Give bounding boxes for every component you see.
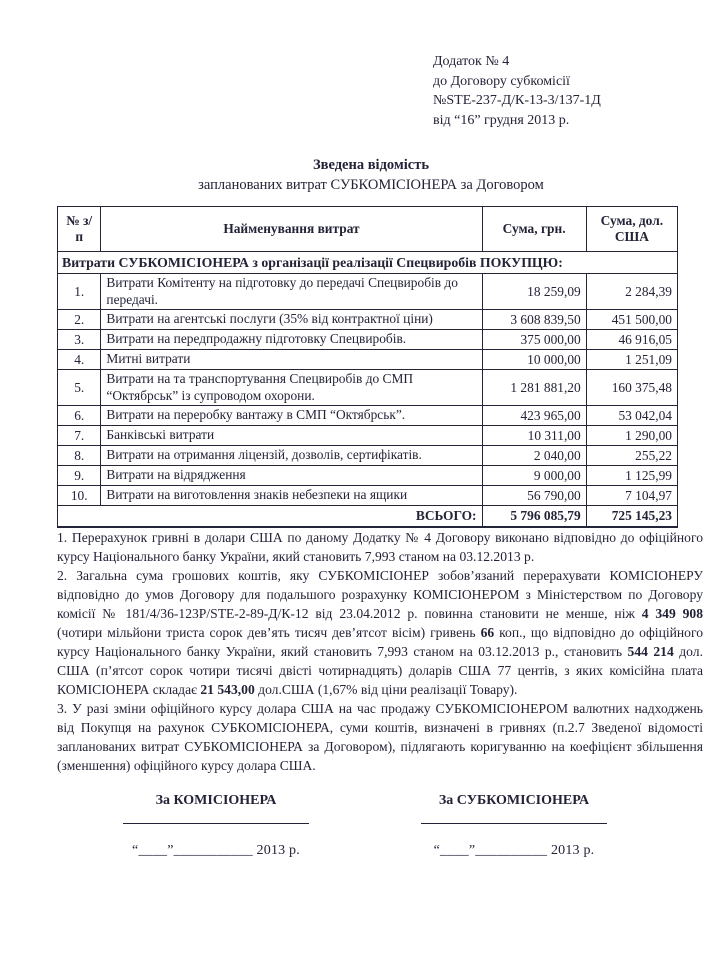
amount-usd: 46 916,05: [586, 330, 677, 350]
note-paragraph: [57, 528, 703, 566]
table-row: [58, 274, 678, 310]
expense-name: Витрати на переробку вантажу в СМП “Октябрськ”.: [101, 406, 482, 426]
amount-usd: 1 290,00: [586, 426, 677, 446]
note-text-run: 3. У разі зміни офіційного курсу долара США на час продажу СУБКОМІСІОНЕРОМ валютних надходжень від Покупця на рахунок СУБКОМІСІОНЕРА, суми коштів, визначені в гривнях (п.2.7 Зведеної відомості запланованих витрат СУБКОМІСІОНЕРА за Договором), підлягають коригуванню на коефіцієнт збільшення (зменшення) офіційного курсу долара США.: [57, 701, 703, 773]
expense-name: Витрати на відрядження: [101, 466, 482, 486]
note-text-run: 1. Перерахунок гривні в долари США по даному Додатку № 4 Договору виконано відповідно до офіційного курсу Національного банку України, який становить 7,993 станом на 03.12.2013 р.: [57, 530, 703, 564]
row-number: 3.: [58, 330, 101, 350]
amount-uah: 1 281 881,20: [482, 370, 586, 406]
row-number: 6.: [58, 406, 101, 426]
appendix-header-line: від “16” грудня 2013 р.: [433, 112, 570, 128]
table-row: [58, 350, 678, 370]
expense-name: Витрати на отримання ліцензій, дозволів, сертифікатів.: [101, 446, 482, 466]
note-paragraph: [57, 699, 703, 775]
col-header-num: № з/п: [58, 207, 101, 252]
note-text-run: 4 349 908: [641, 606, 703, 621]
document-title-block: [57, 155, 685, 195]
col-header-name: Найменування витрат: [101, 207, 482, 252]
signature-date-line: “____”___________ 2013 р.: [132, 843, 300, 858]
note-text-run: 66: [480, 625, 495, 640]
row-number: 10.: [58, 486, 101, 506]
total-uah: 5 796 085,79: [482, 506, 586, 528]
expense-name: Витрати на та транспортування Спецвиробів до СМП “Октябрськ” із супроводом охорони.: [101, 370, 482, 406]
table-total-row: [58, 506, 678, 528]
row-number: 5.: [58, 370, 101, 406]
appendix-header-line: №STE-237-Д/К-13-3/137-1Д: [433, 93, 601, 108]
expense-name: Витрати на передпродажну підготовку Спецвиробів.: [101, 330, 482, 350]
table-row: [58, 486, 678, 506]
signature-line: [123, 822, 309, 824]
note-text-run: 544 214: [627, 644, 674, 659]
note-text-run: коп., що відповідно до офіційного курсу Національного банку України, який становить 7,993 станом на 03.12.2013 р., становить: [57, 625, 703, 659]
col-header-usd: Сума, дол. США: [586, 207, 677, 252]
note-text-run: 21 543,00: [200, 682, 255, 697]
col-header-uah: Сума, грн.: [482, 207, 586, 252]
amount-uah: 56 790,00: [482, 486, 586, 506]
amount-uah: 2 040,00: [482, 446, 586, 466]
table-section-header: Витрати СУБКОМІСІОНЕРА з організації реалізації Спецвиробів ПОКУПЦЮ:: [58, 252, 678, 274]
total-label: ВСЬОГО:: [58, 506, 483, 528]
signature-label: За КОМІСІОНЕРА: [155, 793, 277, 808]
expense-name: Витрати Комітенту на підготовку до передачі Спецвиробів до передачі.: [101, 274, 482, 310]
note-text-run: (чотири мільйони триста сорок дев’ять тисяч дев’ятсот вісім) гривень: [57, 625, 481, 640]
document-subtitle: запланованих витрат СУБКОМІСІОНЕРА за Договором: [198, 177, 544, 193]
row-number: 4.: [58, 350, 101, 370]
note-paragraph: [57, 566, 703, 699]
amount-usd: 7 104,97: [586, 486, 677, 506]
appendix-header-line: до Договору субкомісії: [433, 73, 570, 89]
amount-uah: 423 965,00: [482, 406, 586, 426]
table-row: [58, 310, 678, 330]
amount-usd: 1 125,99: [586, 466, 677, 486]
row-number: 1.: [58, 274, 101, 310]
amount-uah: 10 311,00: [482, 426, 586, 446]
signatures-section: [57, 792, 703, 859]
amount-usd: 53 042,04: [586, 406, 677, 426]
signature-block-subkomisioner: [383, 792, 645, 859]
amount-uah: 9 000,00: [482, 466, 586, 486]
expenses-table-header: [58, 207, 678, 252]
row-number: 9.: [58, 466, 101, 486]
table-row: [58, 446, 678, 466]
table-row: [58, 406, 678, 426]
amount-usd: 160 375,48: [586, 370, 677, 406]
amount-uah: 375 000,00: [482, 330, 586, 350]
expense-name: Витрати на агентські послуги (35% від контрактної ціни): [101, 310, 482, 330]
amount-usd: 451 500,00: [586, 310, 677, 330]
amount-usd: 1 251,09: [586, 350, 677, 370]
table-section-row: [58, 252, 678, 274]
note-text-run: дол.США (1,67% від ціни реалізації Товару).: [254, 682, 518, 697]
note-text-run: дол. США (п’ятсот сорок чотири тисячі двісті чотирнадцять) доларів США 77 центів, з яких комісійна плата КОМІСІОНЕРА складає: [57, 644, 703, 697]
amount-uah: 10 000,00: [482, 350, 586, 370]
signature-date-line: “____”__________ 2013 р.: [433, 843, 595, 858]
expense-name: Банківські витрати: [101, 426, 482, 446]
table-row: [58, 330, 678, 350]
expense-rows: [58, 274, 678, 506]
amount-uah: 18 259,09: [482, 274, 586, 310]
appendix-header-line: Додаток № 4: [433, 54, 510, 69]
signature-line: [421, 822, 607, 824]
amount-uah: 3 608 839,50: [482, 310, 586, 330]
amount-usd: 255,22: [586, 446, 677, 466]
amount-usd: 2 284,39: [586, 274, 677, 310]
expense-name: Витрати на виготовлення знаків небезпеки на ящики: [101, 486, 482, 506]
row-number: 2.: [58, 310, 101, 330]
signature-label: За СУБКОМІСІОНЕРА: [438, 793, 590, 808]
row-number: 8.: [58, 446, 101, 466]
table-row: [58, 426, 678, 446]
notes-section: [57, 528, 703, 775]
table-row: [58, 370, 678, 406]
total-usd: 725 145,23: [586, 506, 677, 528]
note-text-run: 2. Загальна сума грошових коштів, яку СУБКОМІСІОНЕР зобов’язаний перерахувати КОМІСІОНЕРУ відповідно до умов Договору для подальшого розрахунку КОМІСІОНЕРОМ з Міністерством по Договору комісії № 181/4/36-123Р/STE-2-89-Д/К-12 від 23.04.2012 р. повинна становити не менше, ніж: [57, 568, 703, 621]
signature-block-komisioner: [85, 792, 347, 859]
appendix-header: [433, 52, 601, 130]
expense-name: Митні витрати: [101, 350, 482, 370]
expenses-table: [57, 206, 678, 528]
table-row: [58, 466, 678, 486]
document-title: Зведена відомість: [312, 157, 430, 173]
row-number: 7.: [58, 426, 101, 446]
